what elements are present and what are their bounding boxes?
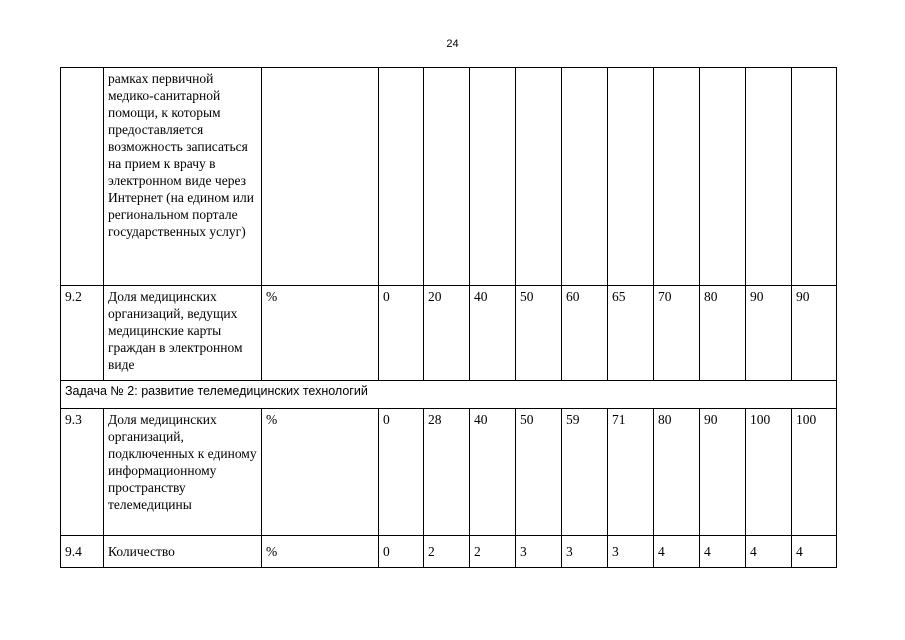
value-cell: 20 — [424, 286, 470, 381]
value-cell: 0 — [379, 409, 424, 536]
value-cell: 80 — [700, 286, 746, 381]
indicators-table — [60, 67, 837, 568]
row-number-cell — [61, 68, 104, 286]
value-cell: 0 — [379, 536, 424, 568]
value-cell: 4 — [654, 536, 700, 568]
value-cell: 80 — [654, 409, 700, 536]
unit-cell — [262, 68, 379, 286]
value-cell: 60 — [562, 286, 608, 381]
value-cell: 3 — [562, 536, 608, 568]
value-cell: 4 — [792, 536, 837, 568]
value-cell: 100 — [792, 409, 837, 536]
value-cell: 65 — [608, 286, 654, 381]
value-cell: 50 — [516, 409, 562, 536]
value-cell: 3 — [608, 536, 654, 568]
value-cell: 2 — [470, 536, 516, 568]
value-cell — [654, 68, 700, 286]
table-row — [61, 68, 837, 286]
value-cell: 90 — [792, 286, 837, 381]
value-cell — [379, 68, 424, 286]
value-cell: 100 — [746, 409, 792, 536]
value-cell — [516, 68, 562, 286]
indicator-name-cell: рамках первичной медико-санитарной помощи, к которым предоставляется возможность записаться на прием к врачу в электронном виде через Интернет (на едином или региональном портале государственных услуг) — [104, 68, 262, 286]
value-cell: 3 — [516, 536, 562, 568]
indicator-name-cell: Доля медицинских организаций, ведущих медицинские карты граждан в электронном виде — [104, 286, 262, 381]
value-cell — [608, 68, 654, 286]
unit-cell: % — [262, 286, 379, 381]
task-row — [61, 381, 837, 409]
unit-cell: % — [262, 536, 379, 568]
table-row — [61, 286, 837, 381]
value-cell — [792, 68, 837, 286]
value-cell: 28 — [424, 409, 470, 536]
row-number-cell: 9.3 — [61, 409, 104, 536]
value-cell: 40 — [470, 409, 516, 536]
value-cell: 50 — [516, 286, 562, 381]
row-number-cell: 9.4 — [61, 536, 104, 568]
value-cell: 4 — [746, 536, 792, 568]
value-cell: 2 — [424, 536, 470, 568]
indicator-name-cell: Количество — [104, 536, 262, 568]
value-cell: 90 — [700, 409, 746, 536]
page-number: 24 — [446, 38, 459, 50]
table-row — [61, 409, 837, 536]
value-cell — [424, 68, 470, 286]
value-cell: 59 — [562, 409, 608, 536]
value-cell — [700, 68, 746, 286]
value-cell: 40 — [470, 286, 516, 381]
value-cell: 4 — [700, 536, 746, 568]
table-row — [61, 536, 837, 568]
value-cell: 90 — [746, 286, 792, 381]
value-cell: 71 — [608, 409, 654, 536]
value-cell: 70 — [654, 286, 700, 381]
value-cell: 0 — [379, 286, 424, 381]
value-cell — [746, 68, 792, 286]
row-number-cell: 9.2 — [61, 286, 104, 381]
value-cell — [470, 68, 516, 286]
unit-cell: % — [262, 409, 379, 536]
indicator-name-cell: Доля медицинских организаций, подключенных к единому информационному пространству телемедицины — [104, 409, 262, 536]
value-cell — [562, 68, 608, 286]
task-heading: Задача № 2: развитие телемедицинских технологий — [61, 381, 837, 409]
